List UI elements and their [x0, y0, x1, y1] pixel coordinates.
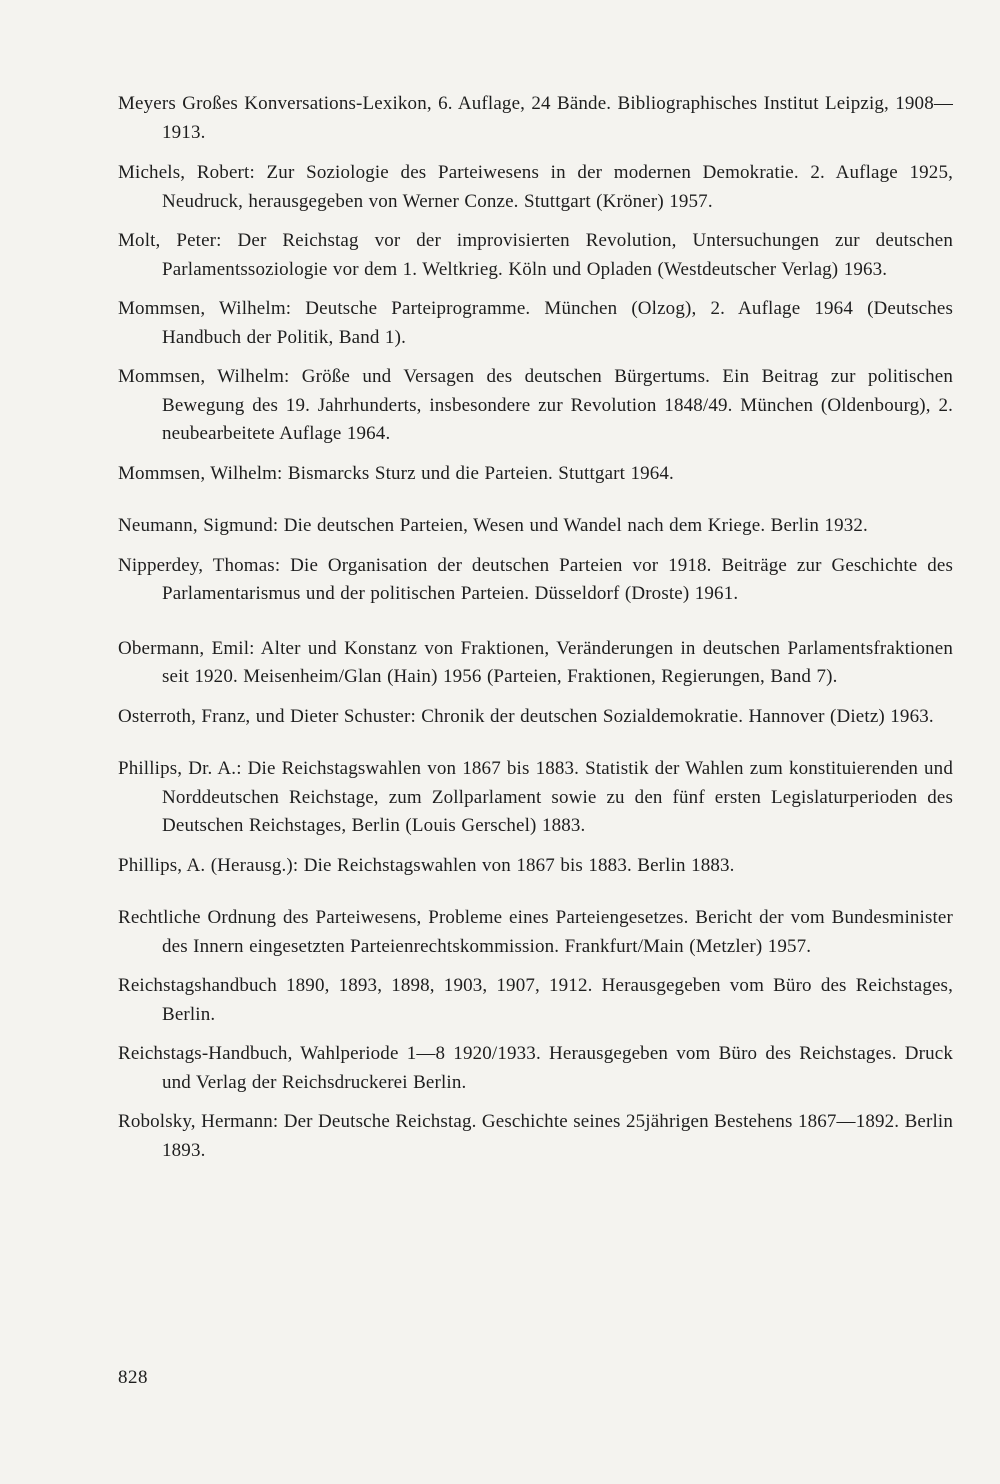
bibliography-entry-michels: Michels, Robert: Zur Soziologie des Parteiwesens in der modernen Demokratie. 2. Auflage 1925, Neudruck, herausgegeben von Werner Conze. Stuttgart (Kröner) 1957.: [118, 162, 953, 212]
bibliography-entry-nipperdey: Nipperdey, Thomas: Die Organisation der deutschen Parteien vor 1918. Beiträge zur Geschichte des Parlamentarismus und der politischen Parteien. Düsseldorf (Droste) 1961.: [118, 554, 953, 604]
bibliography-entry-phillips-herausg: Phillips, A. (Herausg.): Die Reichstagswahlen von 1867 bis 1883. Berlin 1883.: [118, 854, 735, 876]
bibliography-entry-meyers: Meyers Großes Konversations-Lexikon, 6. Auflage, 24 Bände. Bibliographisches Institut Leipzig, 1908—1913.: [118, 93, 953, 143]
bibliography-entry-reichstags-handbuch: Reichstags-Handbuch, Wahlperiode 1—8 1920/1933. Herausgegeben vom Büro des Reichstages. Druck und Verlag der Reichsdruckerei Berlin.: [118, 1043, 953, 1093]
bibliography-entry-phillips-dr: Phillips, Dr. A.: Die Reichstagswahlen von 1867 bis 1883. Statistik der Wahlen zum konstituierenden und Norddeutschen Reichstage, zum Zollparlament sowie zu den fünf ersten Legislaturperioden des Deutschen Reichstages, Berlin (Louis Gerschel) 1883.: [118, 758, 953, 836]
bibliography-entry-robolsky: Robolsky, Hermann: Der Deutsche Reichstag. Geschichte seines 25jährigen Bestehens 1867—1892. Berlin 1893.: [118, 1111, 953, 1161]
bibliography-entry-osterroth: Osterroth, Franz, und Dieter Schuster: Chronik der deutschen Sozialdemokratie. Hannover (Dietz) 1963.: [118, 705, 934, 727]
bibliography-entry-mommsen-bismarck: Mommsen, Wilhelm: Bismarcks Sturz und die Parteien. Stuttgart 1964.: [118, 462, 674, 484]
bibliography-entry-mommsen-buergertum: Mommsen, Wilhelm: Größe und Versagen des deutschen Bürgertums. Ein Beitrag zur politischen Bewegung des 19. Jahrhunderts, insbesondere zur Revolution 1848/49. München (Oldenbourg), 2. neubearbeitete Auflage 1964.: [118, 366, 953, 444]
bibliography-entry-obermann: Obermann, Emil: Alter und Konstanz von Fraktionen, Veränderungen in deutschen Parlamentsfraktionen seit 1920. Meisenheim/Glan (Hain) 1956 (Parteien, Fraktionen, Regierungen, Band 7).: [118, 637, 953, 687]
bibliography-entry-rechtliche-ordnung: Rechtliche Ordnung des Parteiwesens, Probleme eines Parteiengesetzes. Bericht der vom Bundesminister des Innern eingesetzten Parteienrechtskommission. Frankfurt/Main (Metzler) 1957.: [118, 907, 953, 957]
bibliography-entry-reichstagshandbuch: Reichstagshandbuch 1890, 1893, 1898, 1903, 1907, 1912. Herausgegeben vom Büro des Reichstages, Berlin.: [118, 975, 953, 1025]
bibliography-entry-neumann: Neumann, Sigmund: Die deutschen Parteien, Wesen und Wandel nach dem Kriege. Berlin 1932.: [118, 515, 868, 536]
page-number: 828: [118, 1367, 148, 1388]
bibliography-entry-molt: Molt, Peter: Der Reichstag vor der improvisierten Revolution, Untersuchungen zur deutschen Parlamentssoziologie vor dem 1. Weltkrieg. Köln und Opladen (Westdeutscher Verlag) 1963.: [118, 230, 953, 280]
bibliography-entry-mommsen-programme: Mommsen, Wilhelm: Deutsche Parteiprogramme. München (Olzog), 2. Auflage 1964 (Deutsches Handbuch der Politik, Band 1).: [118, 298, 953, 348]
bibliography-list: [118, 90, 953, 1165]
